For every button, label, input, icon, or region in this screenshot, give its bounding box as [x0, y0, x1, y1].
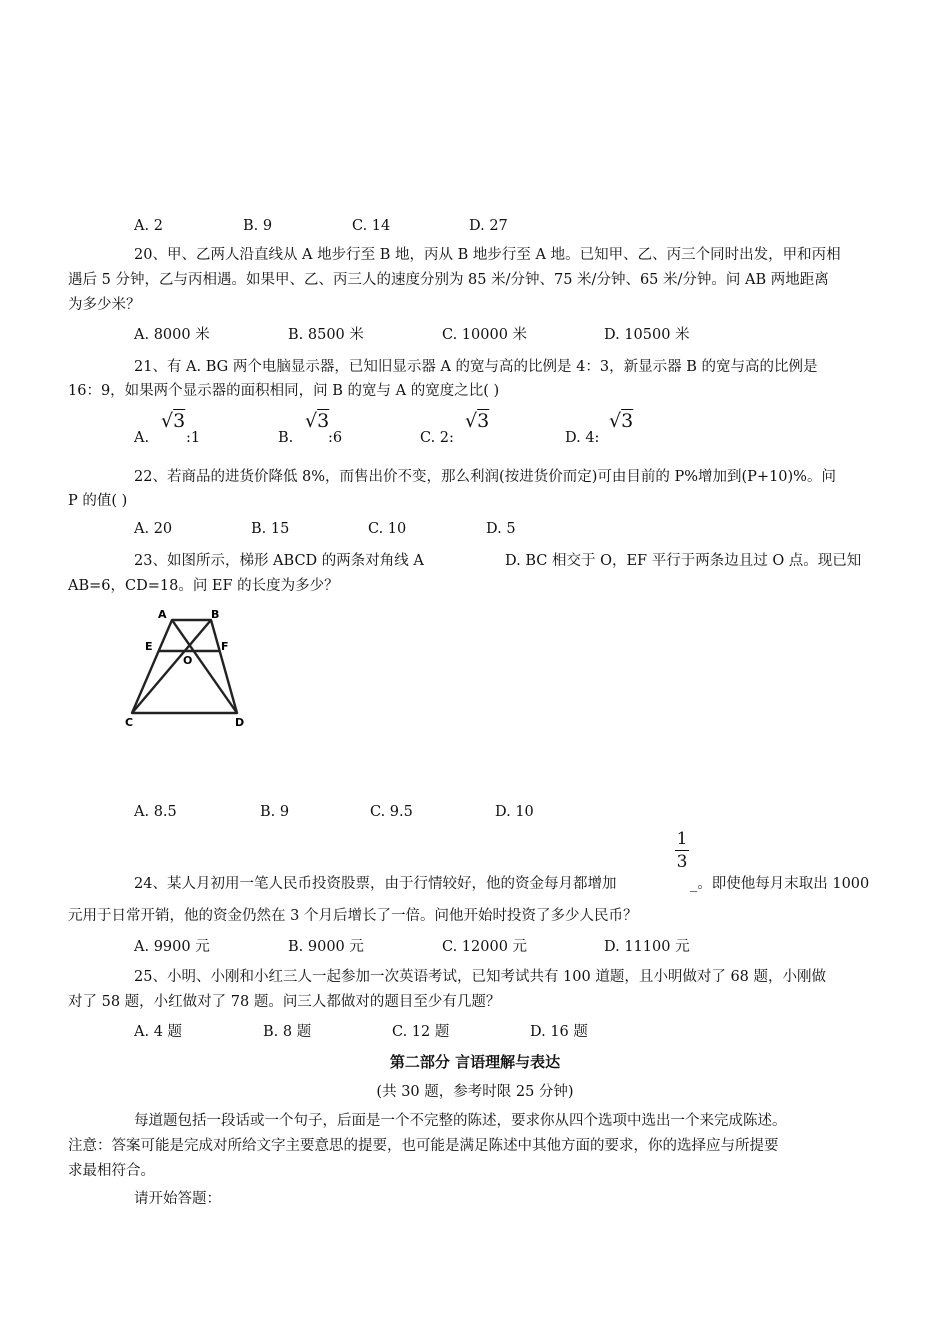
- q21-option-b: B.: [278, 430, 294, 446]
- q22-option-d: D. 5: [486, 521, 516, 537]
- q25-line-1: 25、小明、小刚和小红三人一起参加一次英语考试，已知考试共有 100 道题，且小明做对了 68 题，小刚做: [134, 969, 827, 985]
- q24-option-d: D. 11100 元: [604, 939, 690, 955]
- q24-line-2: 元用于日常开销，他的资金仍然在 3 个月后增长了一倍。问他开始时投资了多少人民币？: [68, 908, 638, 924]
- q19-option-b: B. 9: [243, 218, 273, 234]
- q24-fraction-denominator: 3: [676, 852, 688, 872]
- q20-line-3: 为多少米？: [68, 297, 141, 313]
- q23-option-c: C. 9.5: [370, 804, 413, 820]
- label-a: A: [158, 608, 167, 621]
- q20-line-2: 遇后 5 分钟，乙与丙相遇。如果甲、乙、丙三人的速度分别为 85 米/分钟、75 米/分钟、65 米/分钟。问 AB 两地距离: [68, 272, 829, 288]
- q22-line-1: 22、若商品的进货价降低 8%，而售出价不变，那么利润(按进货价而定)可由目前的 P%增加到(P+10)%。问: [134, 469, 836, 485]
- label-d: D: [235, 716, 245, 729]
- q22-line-2: P 的值( ): [68, 493, 128, 509]
- q23-option-b: B. 9: [260, 804, 290, 820]
- q21-option-b-suffix: :6: [328, 430, 343, 446]
- diagonal-bc: [132, 620, 211, 713]
- q21-option-a-suffix: :1: [186, 430, 201, 446]
- label-c: C: [125, 716, 134, 729]
- q21-line-1: 21、有 A. BG 两个电脑显示器，已知旧显示器 A 的宽与高的比例是 4：3，新显示器 B 的宽与高的比例是: [134, 359, 818, 375]
- q24-option-c: C. 12000 元: [442, 939, 528, 955]
- q22-option-b: B. 15: [251, 521, 290, 537]
- label-b: B: [211, 608, 220, 621]
- q24-line-1-before: 24、某人月初用一笔人民币投资股票，由于行情较好，他的资金每月都增加: [134, 876, 617, 892]
- q25-option-c: C. 12 题: [392, 1024, 450, 1040]
- q20-line-1: 20、甲、乙两人沿直线从 A 地步行至 B 地，丙从 B 地步行至 A 地。已知甲、乙、丙三个同时出发，甲和丙相: [134, 247, 841, 263]
- part-2-start: 请开始答题：: [134, 1191, 221, 1207]
- q21-option-c-sqrt: √3: [465, 410, 490, 432]
- q21-option-a-sqrt: √3: [161, 410, 186, 432]
- q21-option-b-sqrt: √3: [305, 410, 330, 432]
- q20-option-b: B. 8500 米: [288, 327, 364, 343]
- q25-option-a: A. 4 题: [134, 1024, 183, 1040]
- q23-line-2: AB=6，CD=18。问 EF 的长度为多少？: [68, 578, 339, 594]
- label-o: O: [183, 654, 193, 667]
- q23-line-1-part-1: 23、如图所示，梯形 ABCD 的两条对角线 A: [134, 553, 424, 569]
- q21-line-2: 16：9，如果两个显示器的面积相同，问 B 的宽与 A 的宽度之比( ): [68, 383, 500, 399]
- q24-fraction-numerator: 1: [676, 829, 688, 849]
- q21-option-d: D. 4:: [565, 430, 600, 446]
- part-2-instruction-2: 注意：答案可能是完成对所给文字主要意思的提要，也可能是满足陈述中其他方面的要求，你的选择应与所提要: [68, 1138, 779, 1154]
- q24-option-b: B. 9000 元: [288, 939, 364, 955]
- q20-option-c: C. 10000 米: [442, 327, 528, 343]
- part-2-title: 第二部分 言语理解与表达: [389, 1053, 561, 1071]
- trapezoid-figure: [120, 606, 255, 731]
- q23-line-1-part-2: D. BC 相交于 O，EF 平行于两条边且过 O 点。现已知: [505, 553, 862, 569]
- q24-line-1-after: _。即使他每月末取出 1000: [690, 876, 870, 892]
- q21-option-d-sqrt: √3: [609, 410, 634, 432]
- q24-option-a: A. 9900 元: [134, 939, 210, 955]
- part-2-subtitle: (共 30 题，参考时限 25 分钟): [376, 1084, 574, 1100]
- q24-fraction: [675, 830, 689, 871]
- label-e: E: [145, 640, 153, 653]
- q25-option-d: D. 16 题: [530, 1024, 588, 1040]
- q22-option-a: A. 20: [134, 521, 173, 537]
- q19-option-c: C. 14: [352, 218, 391, 234]
- q21-option-a: A.: [134, 430, 150, 446]
- diagonal-ad: [172, 620, 237, 713]
- q19-option-d: D. 27: [469, 218, 508, 234]
- part-2-instruction-3: 求最相符合。: [68, 1163, 155, 1179]
- q23-option-a: A. 8.5: [134, 804, 177, 820]
- q25-line-2: 对了 58 题，小红做对了 78 题。问三人都做对的题目至少有几题？: [68, 994, 501, 1010]
- q20-option-d: D. 10500 米: [604, 327, 690, 343]
- label-f: F: [221, 640, 229, 653]
- q21-option-c: C. 2:: [420, 430, 454, 446]
- q23-option-d: D. 10: [495, 804, 534, 820]
- part-2-instruction-1: 每道题包括一段话或一个句子，后面是一个不完整的陈述，要求你从四个选项中选出一个来完成陈述。: [134, 1113, 787, 1129]
- q22-option-c: C. 10: [368, 521, 407, 537]
- q25-option-b: B. 8 题: [263, 1024, 312, 1040]
- q19-option-a: A. 2: [134, 218, 163, 234]
- q20-option-a: A. 8000 米: [134, 327, 210, 343]
